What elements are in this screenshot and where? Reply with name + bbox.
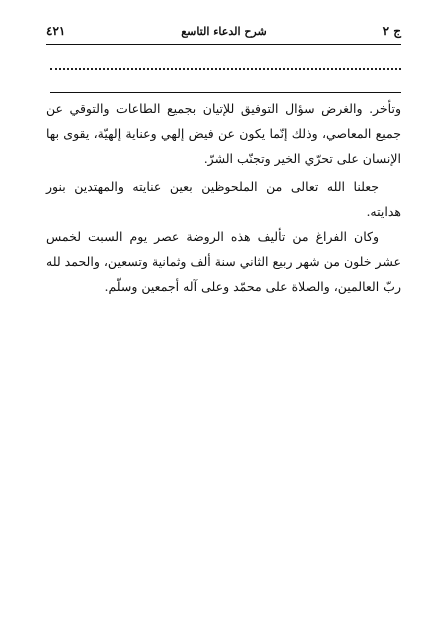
paragraph-supplication: جعلنا الله تعالى من الملحوظين بعين عنايته والمهتدين بنور هدايته. [46, 179, 401, 219]
body-text [46, 96, 401, 299]
header-rule [46, 44, 401, 45]
section-divider [50, 92, 401, 93]
paragraph-continuation: وتأخر. والغرض سؤال التوفيق للإتيان بجميع الطاعات والتوقي عن جميع المعاصي، وذلك إنّما يكون عن فيض إلهي وعناية إلهيّة، يقوى بها الإنسان على تحرّي الخير وتجنّب الشرّ. [46, 101, 401, 166]
volume-label: ج ٢ [382, 24, 401, 38]
paragraph-colophon: وكان الفراغ من تأليف هذه الروضة عصر يوم السبت لخمس عشر خلون من شهر ربيع الثاني سنة ألف وثمانية وتسعين، والحمد لله ربّ العالمين، والصلاة على محمّد وعلى آله أجمعين وسلّم. [46, 229, 401, 294]
dotted-separator [50, 68, 401, 70]
running-title: شرح الدعاء التاسع [181, 24, 267, 38]
page-number: ٤٢١ [46, 24, 66, 38]
running-header [46, 20, 401, 42]
